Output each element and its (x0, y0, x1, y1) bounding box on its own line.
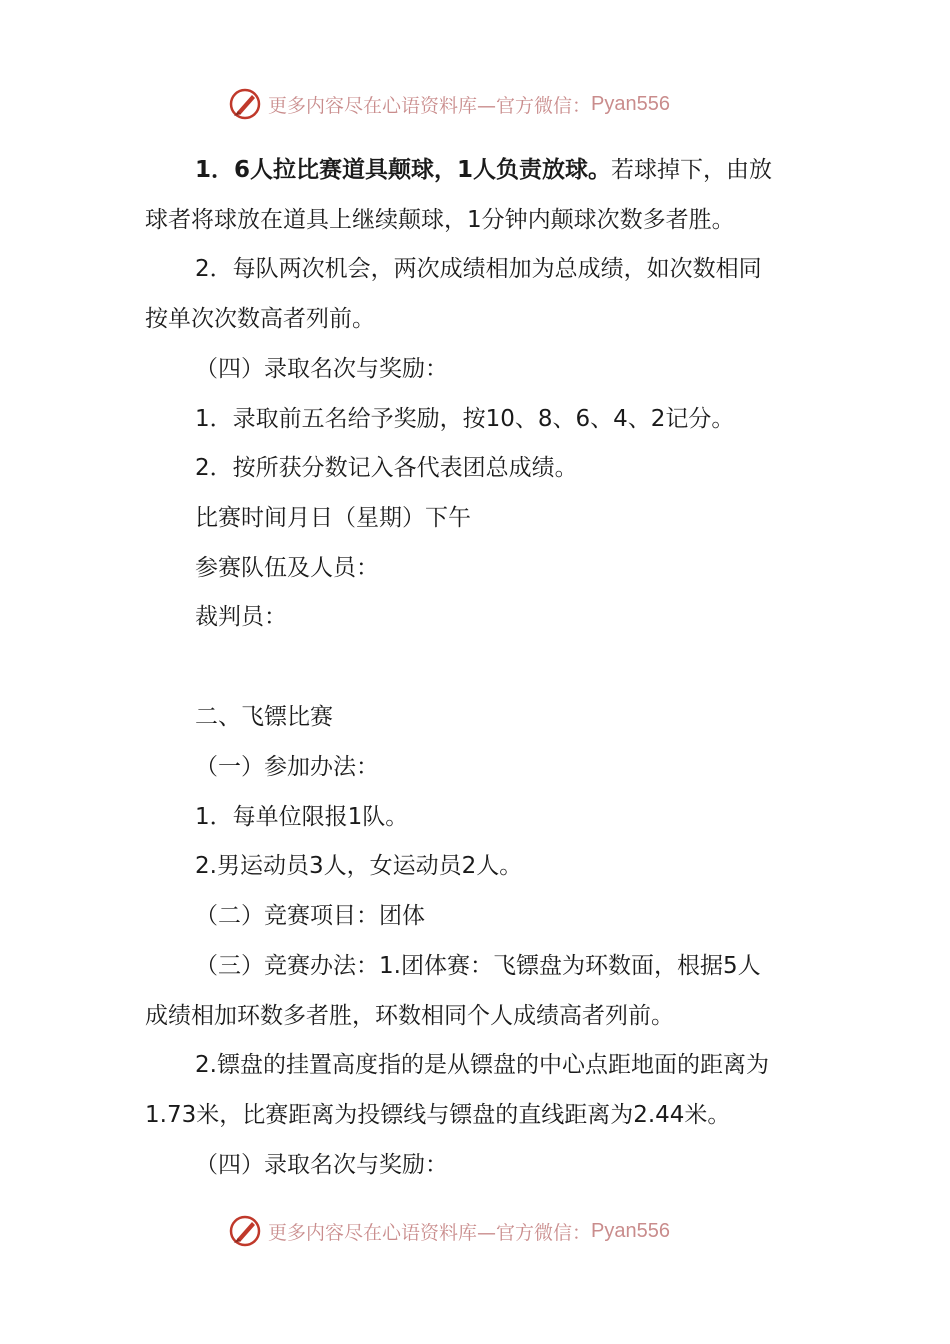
paragraph-line: 2.镖盘的挂置高度指的是从镖盘的中心点距地面的距离为 (195, 1052, 769, 1078)
section-heading: （二）竞赛项目：团体 (195, 903, 425, 929)
pen-logo-icon (228, 87, 262, 121)
paragraph-line (195, 154, 772, 186)
rule-text: 若球掉下，由放 (611, 157, 773, 183)
paragraph-line: 1.73米，比赛距离为投镖线与镖盘的直线距离为2.44米。 (145, 1102, 731, 1128)
pen-logo-icon (228, 1214, 262, 1248)
footer-watermark (228, 1213, 670, 1249)
paragraph-line: 参赛队伍及人员： (195, 555, 379, 581)
paragraph-line: 1．每单位限报1队。 (195, 804, 409, 830)
watermark-text: 更多内容尽在心语资料库—官方微信： (268, 94, 592, 117)
section-title: 二、飞镖比赛 (195, 704, 333, 730)
paragraph-line: 1．录取前五名给予奖励，按10、8、6、4、2记分。 (195, 406, 735, 432)
header-watermark (228, 86, 670, 122)
paragraph-line: 2．按所获分数记入各代表团总成绩。 (195, 455, 578, 481)
paragraph-line: 按单次次数高者列前。 (145, 306, 375, 332)
watermark-wechat-id: Pyan556 (591, 1219, 670, 1242)
paragraph-line: 2．每队两次机会，两次成绩相加为总成绩，如次数相同 (195, 256, 762, 282)
section-heading: （四）录取名次与奖励： (195, 1152, 448, 1178)
watermark-text: 更多内容尽在心语资料库—官方微信： (268, 1221, 592, 1244)
paragraph-line: 成绩相加环数多者胜，环数相同个人成绩高者列前。 (145, 1003, 674, 1029)
paragraph-line: 比赛时间月日（星期）下午 (195, 505, 471, 531)
paragraph-line: 球者将球放在道具上继续颠球，1分钟内颠球次数多者胜。 (145, 207, 735, 233)
paragraph-line: （三）竞赛办法：1.团体赛：飞镖盘为环数面，根据5人 (195, 953, 761, 979)
section-heading: （四）录取名次与奖励： (195, 356, 448, 382)
section-heading: （一）参加办法： (195, 754, 379, 780)
paragraph-line: 2.男运动员3人，女运动员2人。 (195, 853, 523, 879)
watermark-wechat-id: Pyan556 (591, 92, 670, 115)
rule-bold-text: 1．6人拉比赛道具颠球，1人负责放球。 (195, 157, 612, 183)
paragraph-line: 裁判员： (195, 604, 287, 630)
